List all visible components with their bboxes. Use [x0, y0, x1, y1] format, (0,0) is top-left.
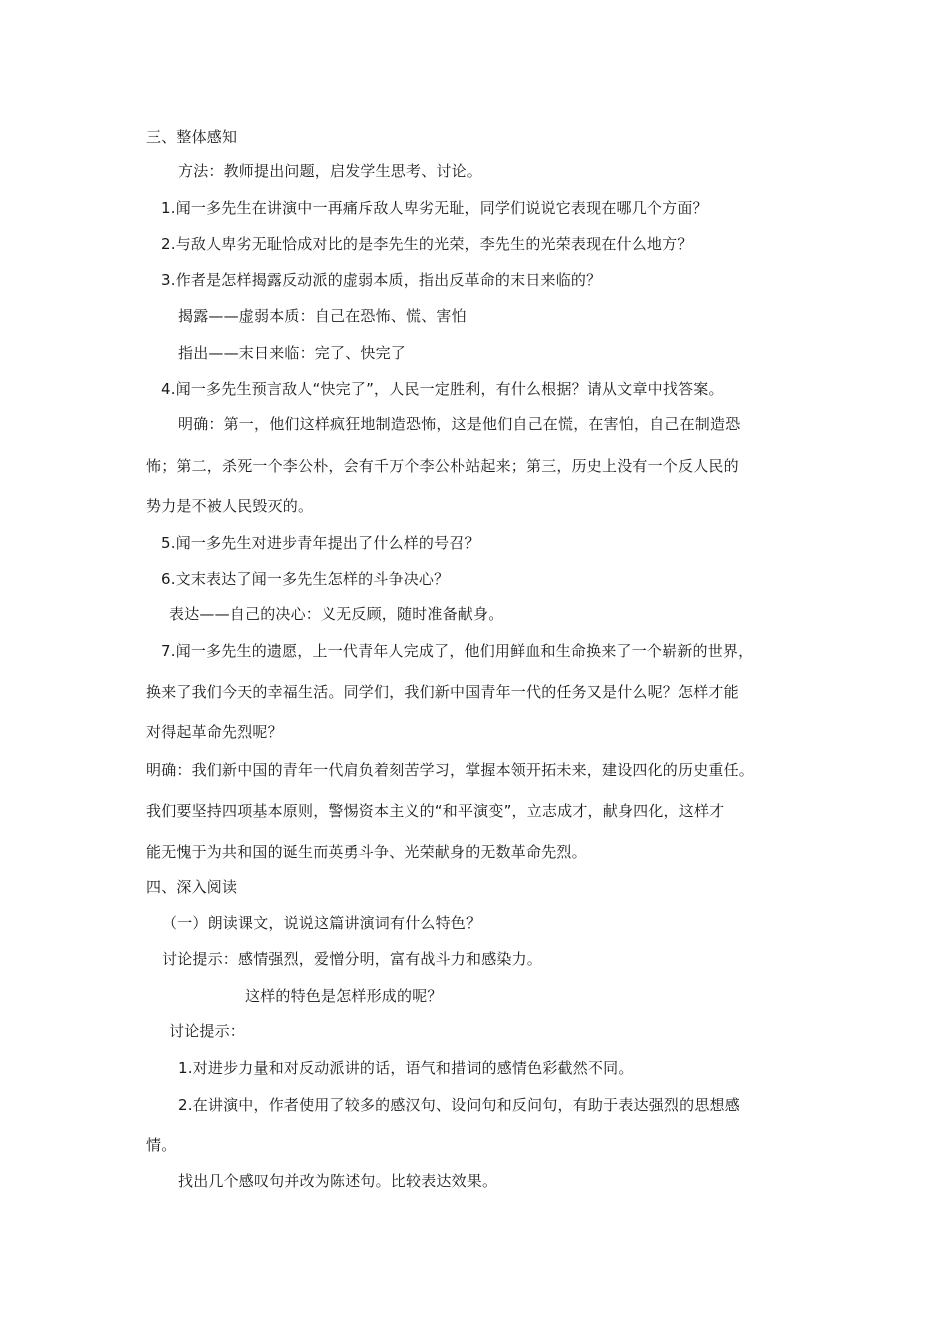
hint-point-2-line-1: 2.在讲演中，作者使用了较多的感汉句、设问句和反问句，有助于表达强烈的思想感 [178, 1096, 740, 1114]
discussion-hint-label: 讨论提示： [169, 1022, 246, 1040]
section-heading-3: 三、整体感知 [146, 128, 238, 146]
question-4: 4.闻一多先生预言敌人“快完了”，人民一定胜利，有什么根据？请从文章中找答案。 [161, 380, 724, 398]
method-line: 方法：教师提出问题，启发学生思考、讨论。 [178, 162, 483, 180]
answer-7-line-1: 明确：我们新中国的青年一代肩负着刻苦学习，掌握本领开拓未来，建设四化的历史重任。 [146, 761, 755, 779]
exercise-instruction: 找出几个感叹句并改为陈述句。比较表达效果。 [178, 1172, 498, 1190]
answer-7-line-3: 能无愧于为共和国的诞生而英勇斗争、光荣献身的无数革命先烈。 [146, 843, 587, 861]
question-7-line-3: 对得起革命先烈呢？ [146, 723, 283, 741]
answer-4-line-1: 明确：第一，他们这样疯狂地制造恐怖，这是他们自己在慌，在害怕，自己在制造恐 [178, 415, 741, 433]
subsection-1-heading: （一）朗读课文，说说这篇讲演词有什么特色？ [162, 914, 482, 932]
question-5: 5.闻一多先生对进步青年提出了什么样的号召？ [161, 534, 480, 552]
answer-6: 表达——自己的决心：义无反顾，随时准备献身。 [169, 605, 504, 623]
question-2: 2.与敌人卑劣无耻恰成对比的是李先生的光荣，李先生的光荣表现在什么地方？ [161, 235, 693, 253]
question-1: 1.闻一多先生在讲演中一再痛斥敌人卑劣无耻，同学们说说它表现在哪几个方面？ [161, 199, 708, 217]
question-7-line-1: 7.闻一多先生的遗愿，上一代青年人完成了，他们用鲜血和生命换来了一个崭新的世界， [161, 642, 754, 660]
question-7-line-2: 换来了我们今天的幸福生活。同学们，我们新中国青年一代的任务又是什么呢？怎样才能 [146, 683, 739, 701]
answer-7-line-2: 我们要坚持四项基本原则，警惕资本主义的“和平演变”，立志成才，献身四化，这样才 [146, 802, 725, 820]
hint-point-2-line-2: 情。 [146, 1136, 177, 1154]
hint-point-1: 1.对进步力量和对反动派讲的话，语气和措词的感情色彩截然不同。 [178, 1059, 634, 1077]
question-6: 6.文末表达了闻一多先生怎样的斗争决心？ [161, 570, 450, 588]
answer-3-line-1: 揭露——虚弱本质：自己在恐怖、慌、害怕 [178, 307, 467, 325]
answer-4-line-2: 怖；第二，杀死一个李公朴，会有千万个李公朴站起来；第三，历史上没有一个反人民的 [146, 457, 739, 475]
answer-3-line-2: 指出——末日来临：完了、快完了 [178, 344, 407, 362]
question-3: 3.作者是怎样揭露反动派的虚弱本质，指出反革命的末日来临的？ [161, 271, 602, 289]
answer-4-line-3: 势力是不被人民毁灭的。 [146, 497, 314, 515]
section-heading-4: 四、深入阅读 [146, 878, 238, 896]
discussion-hint-1: 讨论提示：感情强烈，爱憎分明，富有战斗力和感染力。 [162, 950, 543, 968]
followup-question: 这样的特色是怎样形成的呢？ [245, 987, 443, 1005]
